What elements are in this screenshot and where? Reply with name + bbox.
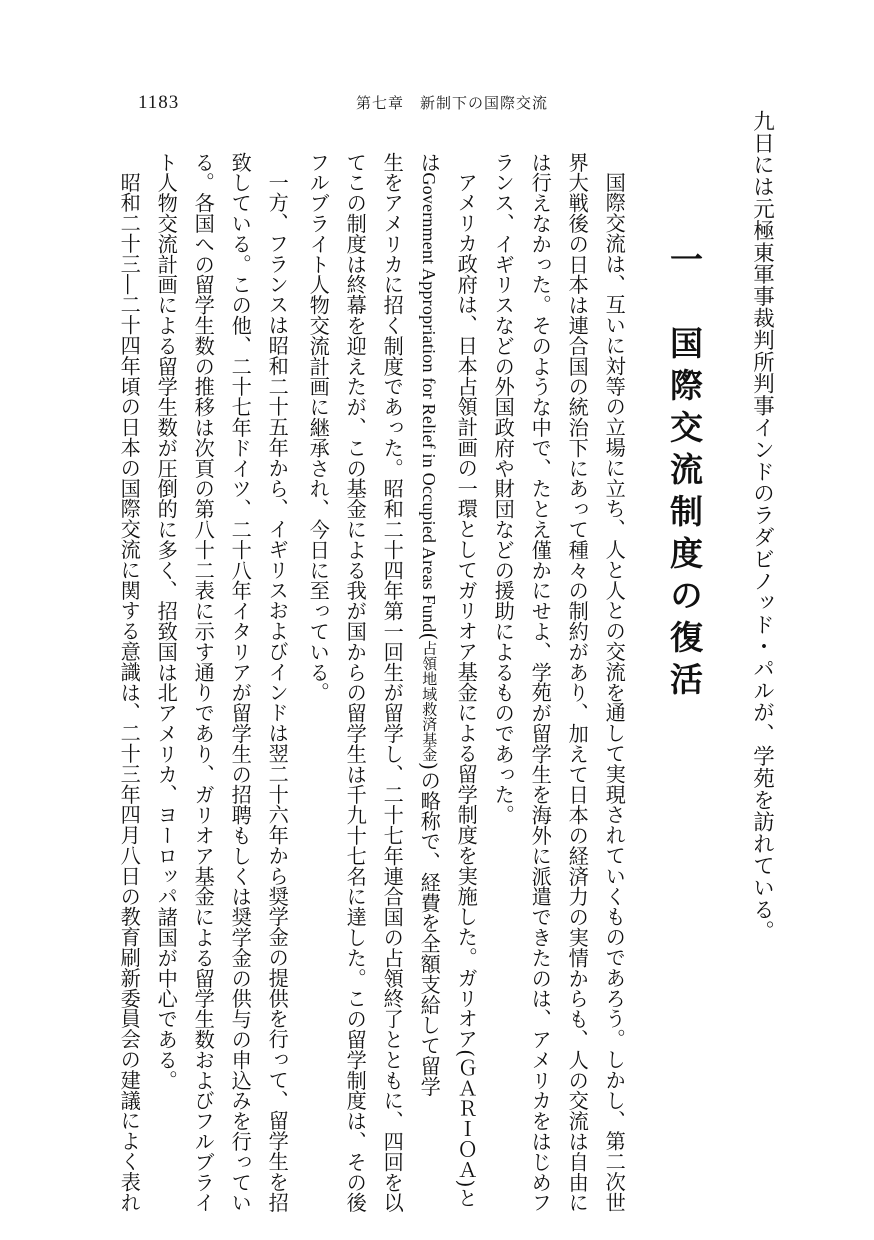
body-column-6 — [417, 152, 442, 1097]
body-column-1: 国際交流は、互いに対等の立場に立ち、人と人との交流を通して実現されていくものであろう。しかし、第二次世 — [602, 172, 627, 1213]
running-header: 第七章 新制下の国際交流 — [356, 94, 549, 112]
body-column-6-open-paren: ( — [417, 632, 442, 641]
garioa-full-name: Government Appropriation for Relief in Occupied Areas Fund — [419, 172, 440, 633]
body-column-6-start: は — [417, 152, 442, 173]
body-column-9: フルブライト人物交流計画に継承され、今日に至っている。 — [306, 152, 331, 703]
body-column-11: 致している。この他、二十七年ドイツ、二十八年イタリアが留学生の招聘もしくは奨学金の供与の申込みを行ってい — [228, 152, 253, 1213]
body-column-8: てこの制度は終幕を迎えたが、この基金による我が国からの留学生は千九十七名に達した。この留学制度は、その後 — [343, 152, 368, 1213]
page-number: 1183 — [138, 92, 180, 113]
opening-line: 九日には元極東軍事裁判所判事インドのラダビノッド・パルが、学苑を訪れている。 — [749, 110, 775, 943]
body-column-4: ランス、イギリスなどの外国政府や財団などの援助によるものであった。 — [491, 152, 516, 826]
body-column-14: 昭和二十三―二十四年頃の日本の国際交流に関する意識は、二十三年四月八日の教育刷新委員会の建議によく表れ — [117, 172, 142, 1213]
body-column-12: る。各国への留学生数の推移は次頁の第八十二表に示す通りであり、ガリオア基金による留学生数およびフルブライ — [191, 152, 216, 1213]
body-column-5: アメリカ政府は、日本占領計画の一環としてガリオア基金による留学制度を実施した。ガリオア(ＧＡＲＩＯＡ)と — [454, 172, 479, 1209]
body-column-3: は行えなかった。そのような中で、たとえ僅かにせよ、学苑が留学生を海外に派遣できたのは、アメリカをはじめフ — [528, 152, 553, 1213]
body-column-7: 生をアメリカに招く制度であった。昭和二十四年第一回生が留学し、二十七年連合国の占領終了とともに、四回を以 — [380, 152, 405, 1213]
body-column-13: ト人物交流計画による留学生数が圧倒的に多く、招致国は北アメリカ、ヨーロッパ諸国が中心である。 — [154, 152, 179, 1091]
body-column-2: 界大戦後の日本は連合国の統治下にあって種々の制約があり、加えて日本の経済力の実情からも、人の交流は自由に — [565, 152, 590, 1213]
body-column-6-end: )の略称で、経費を全額支給して留学 — [417, 762, 442, 1097]
body-column-10: 一方、フランスは昭和二十五年から、イギリスおよびインドは翌二十六年から奨学金の提供を行って、留学生を招 — [265, 172, 290, 1213]
section-heading: 一 国際交流制度の復活 — [665, 242, 704, 704]
garioa-japanese-name: 占領地域救済基金 — [420, 640, 439, 763]
